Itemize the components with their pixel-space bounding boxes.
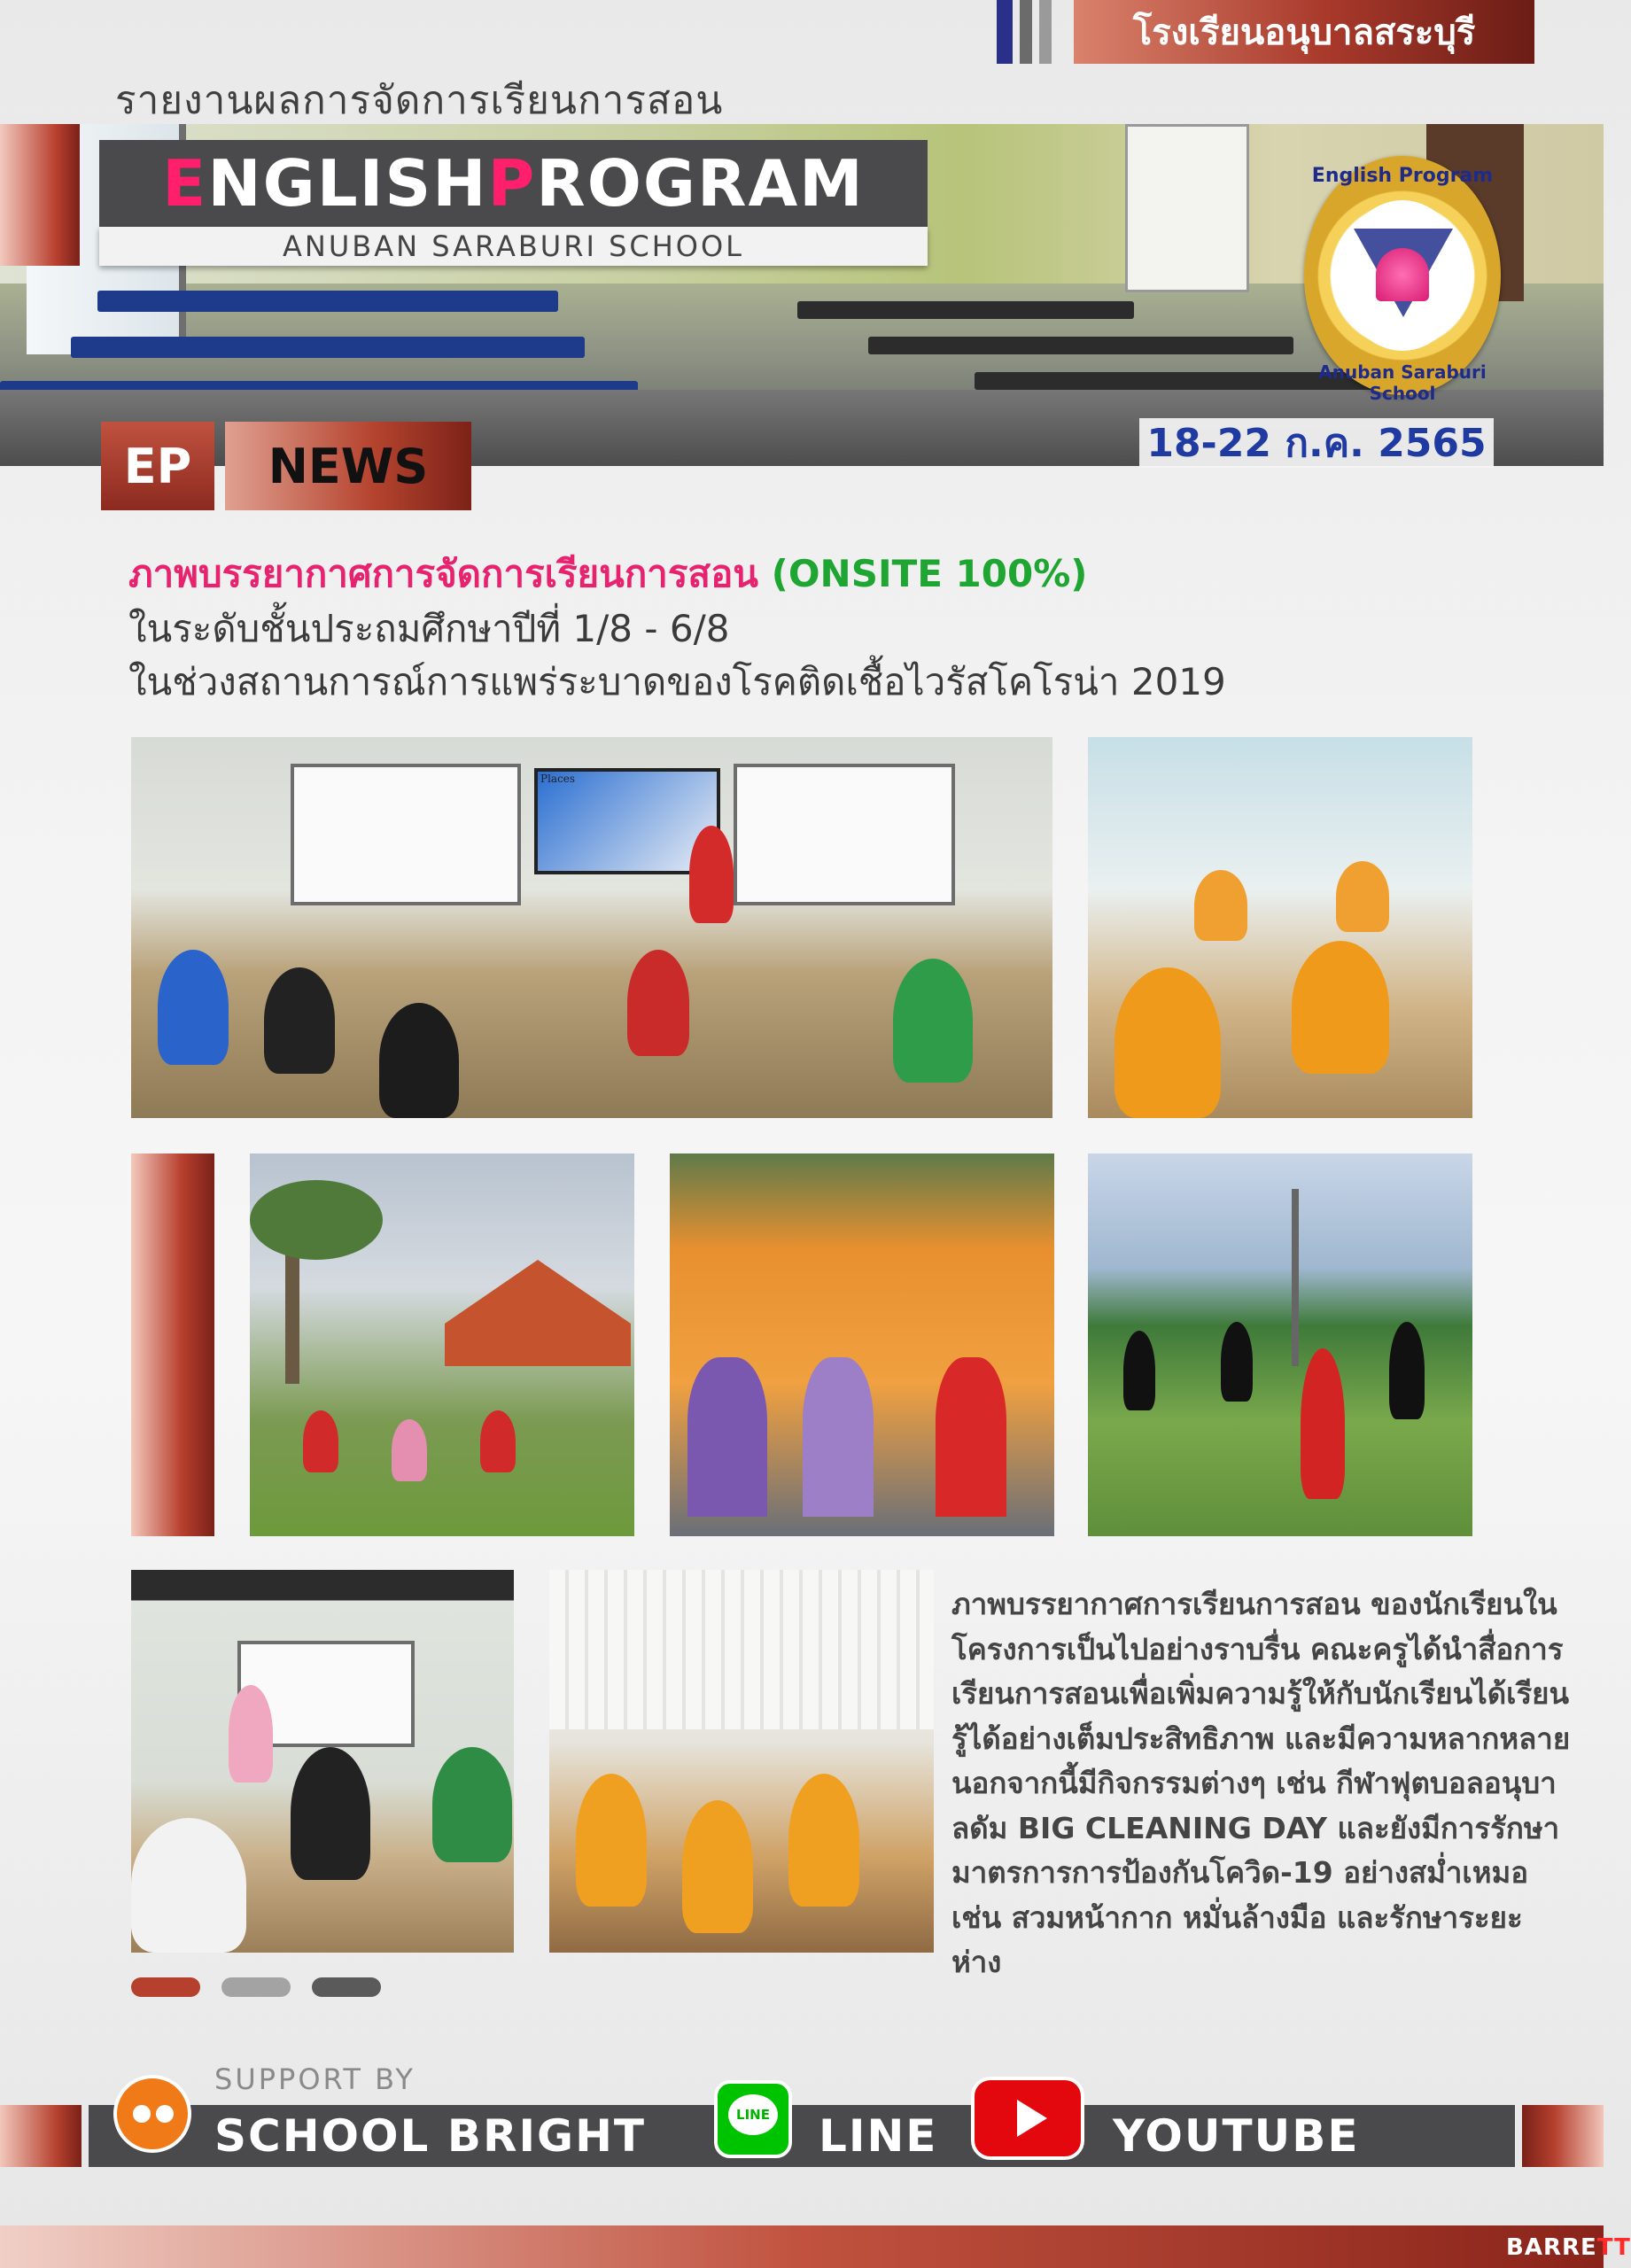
photo-students-writing	[1088, 737, 1472, 1118]
body-paragraph: ภาพบรรยากาศการเรียนการสอน ของนักเรียนในโครงการเป็นไปอย่างราบรื่น คณะครูได้นำสื่อการเรียนการสอนเพื่อเพิ่มความรู้ให้กับนักเรียนได้เรียนรู้ได้อย่างเต็มประสิทธิภาพ และมีความหลากหลาย นอกจากนี้มีกิจกรรมต่างๆ เช่น กีฬาฟุตบอลอนุบาลดัม BIG CLEANING DAY และยังมีการรักษามาตรการการป้องกันโควิด-19 อย่างสม่ำเหมอ เช่น สวมหน้ากาก หมั่นล้างมือ และรักษาระยะห่าง	[951, 1587, 1571, 1979]
photo-accent-bar	[131, 1153, 214, 1536]
photo-kindergarten-football	[250, 1153, 634, 1536]
headline-covid-context: ในช่วงสถานการณ์การแพร่ระบาดของโรคติดเชื้อไวรัสโคโรน่า 2019	[128, 660, 1226, 703]
logo-text-top: English Program	[1311, 165, 1494, 187]
school-bright-owl-icon[interactable]	[113, 2075, 191, 2153]
program-subtitle: ANUBAN SARABURI SCHOOL	[99, 227, 928, 266]
lotus-icon	[1376, 248, 1429, 301]
news-tag: NEWS	[225, 422, 471, 510]
headline-grade-levels: ในระดับชั้นประถมศึกษาปีที่ 1/8 - 6/8	[128, 607, 730, 650]
ep-tag: EP	[101, 422, 214, 510]
line-icon-label: LINE	[728, 2094, 778, 2135]
designer-credit: BARRETT	[1506, 2234, 1631, 2261]
date-label: 18-22 ก.ค. 2565	[1139, 418, 1494, 468]
footer-accent-right	[1522, 2105, 1604, 2167]
footer-accent-left	[0, 2105, 82, 2167]
hero-accent-bar	[0, 124, 80, 266]
line-link[interactable]: LINE	[819, 2110, 938, 2162]
photo-football-match	[1088, 1153, 1472, 1536]
slide-indicators	[131, 1977, 381, 1997]
program-banner: E NGLISH P ROGRAM	[99, 140, 928, 227]
header-stripes	[997, 0, 1059, 64]
screen-label: Places	[540, 773, 576, 785]
report-title: รายงานผลการจัดการเรียนการสอน	[115, 78, 724, 123]
headline-title: ภาพบรรยากาศการจัดการเรียนการสอน (ONSITE 100%)	[128, 552, 1088, 595]
photo-cheering-crowd	[670, 1153, 1054, 1536]
school-name-tab: โรงเรียนอนุบาลสระบุรี	[1074, 0, 1534, 64]
logo-text-bottom: Anuban Saraburi School	[1318, 361, 1487, 404]
support-by-label: SUPPORT BY	[214, 2062, 416, 2096]
photo-classroom-lesson	[131, 1570, 514, 1953]
bottom-stripe	[0, 2225, 1604, 2268]
youtube-link[interactable]: YOUTUBE	[1113, 2110, 1360, 2162]
school-bright-link[interactable]: SCHOOL BRIGHT	[214, 2110, 647, 2162]
photo-classroom-teacher	[131, 737, 1052, 1118]
play-icon	[1017, 2100, 1047, 2137]
photo-library-students	[549, 1570, 934, 1953]
